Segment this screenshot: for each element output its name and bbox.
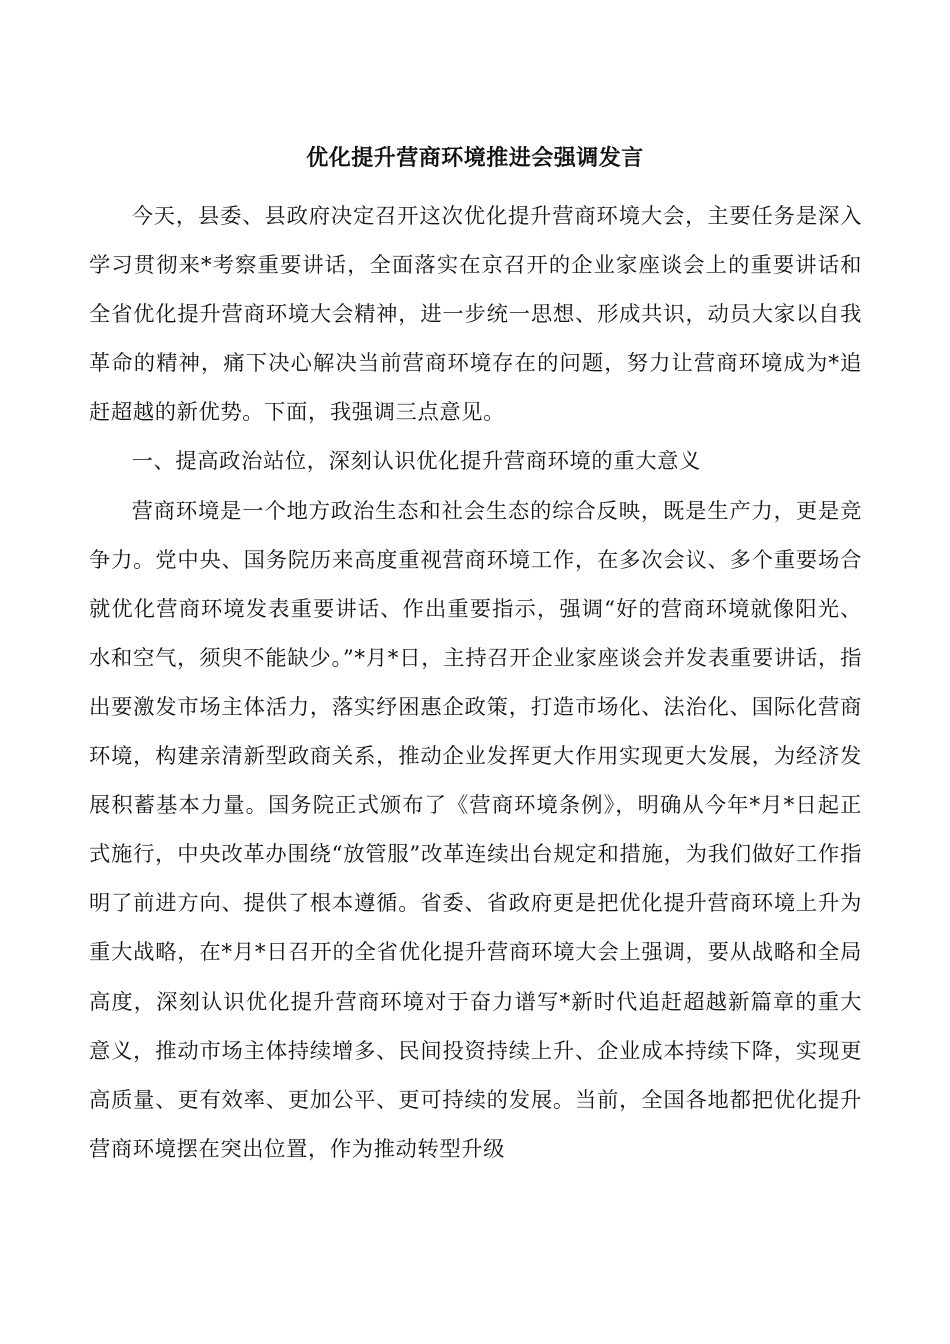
section-heading-1: 一、提高政治站位，深刻认识优化提升营商环境的重大意义 [131, 449, 701, 475]
paragraph-section-1: 营商环境是一个地方政治生态和社会生态的综合反映，既是生产力，更是竞争力。党中央、国务院历来高度重视营商环境工作，在多次会议、多个重要场合就优化营商环境发表重要讲话、作出重要指示，强调“好的营商环境就像阳光、水和空气，须臾不能缺少。”*月*日，主持召开企业家座谈会并发表重要讲话，指出要激发市场主体活力，落实纾困惠企政策，打造市场化、法治化、国际化营商环境，构建亲清新型政商关系，推动企业发挥更大作用实现更大发展，为经济发展积蓄基本力量。国务院正式颁布了《营商环境条例》，明确从今年*月*日起正式施行，中央改革办围绕“放管服”改革连续出台规定和措施，为我们做好工作指明了前进方向、提供了根本遵循。省委、省政府更是把优化提升营商环境上升为重大战略，在*月*日召开的全省优化提升营商环境大会上强调，要从战略和全局高度，深刻认识优化提升营商环境对于奋力谱写*新时代追赶超越新篇章的重大意义，推动市场主体持续增多、民间投资持续上升、企业成本持续下降，实现更高质量、更有效率、更加公平、更可持续的发展。当前，全国各地都把优化提升营商环境摆在突出位置，作为推动转型升级 [89, 498, 862, 1162]
paragraph-intro: 今天，县委、县政府决定召开这次优化提升营商环境大会，主要任务是深入学习贯彻来*考察重要讲话，全面落实在京召开的企业家座谈会上的重要讲话和全省优化提升营商环境大会精神，进一步统一思想、形成共识，动员大家以自我革命的精神，痛下决心解决当前营商环境存在的问题，努力让营商环境成为*追赶超越的新优势。下面，我强调三点意见。 [89, 204, 862, 426]
document-title: 优化提升营商环境推进会强调发言 [306, 145, 644, 171]
document-body [89, 192, 862, 1174]
